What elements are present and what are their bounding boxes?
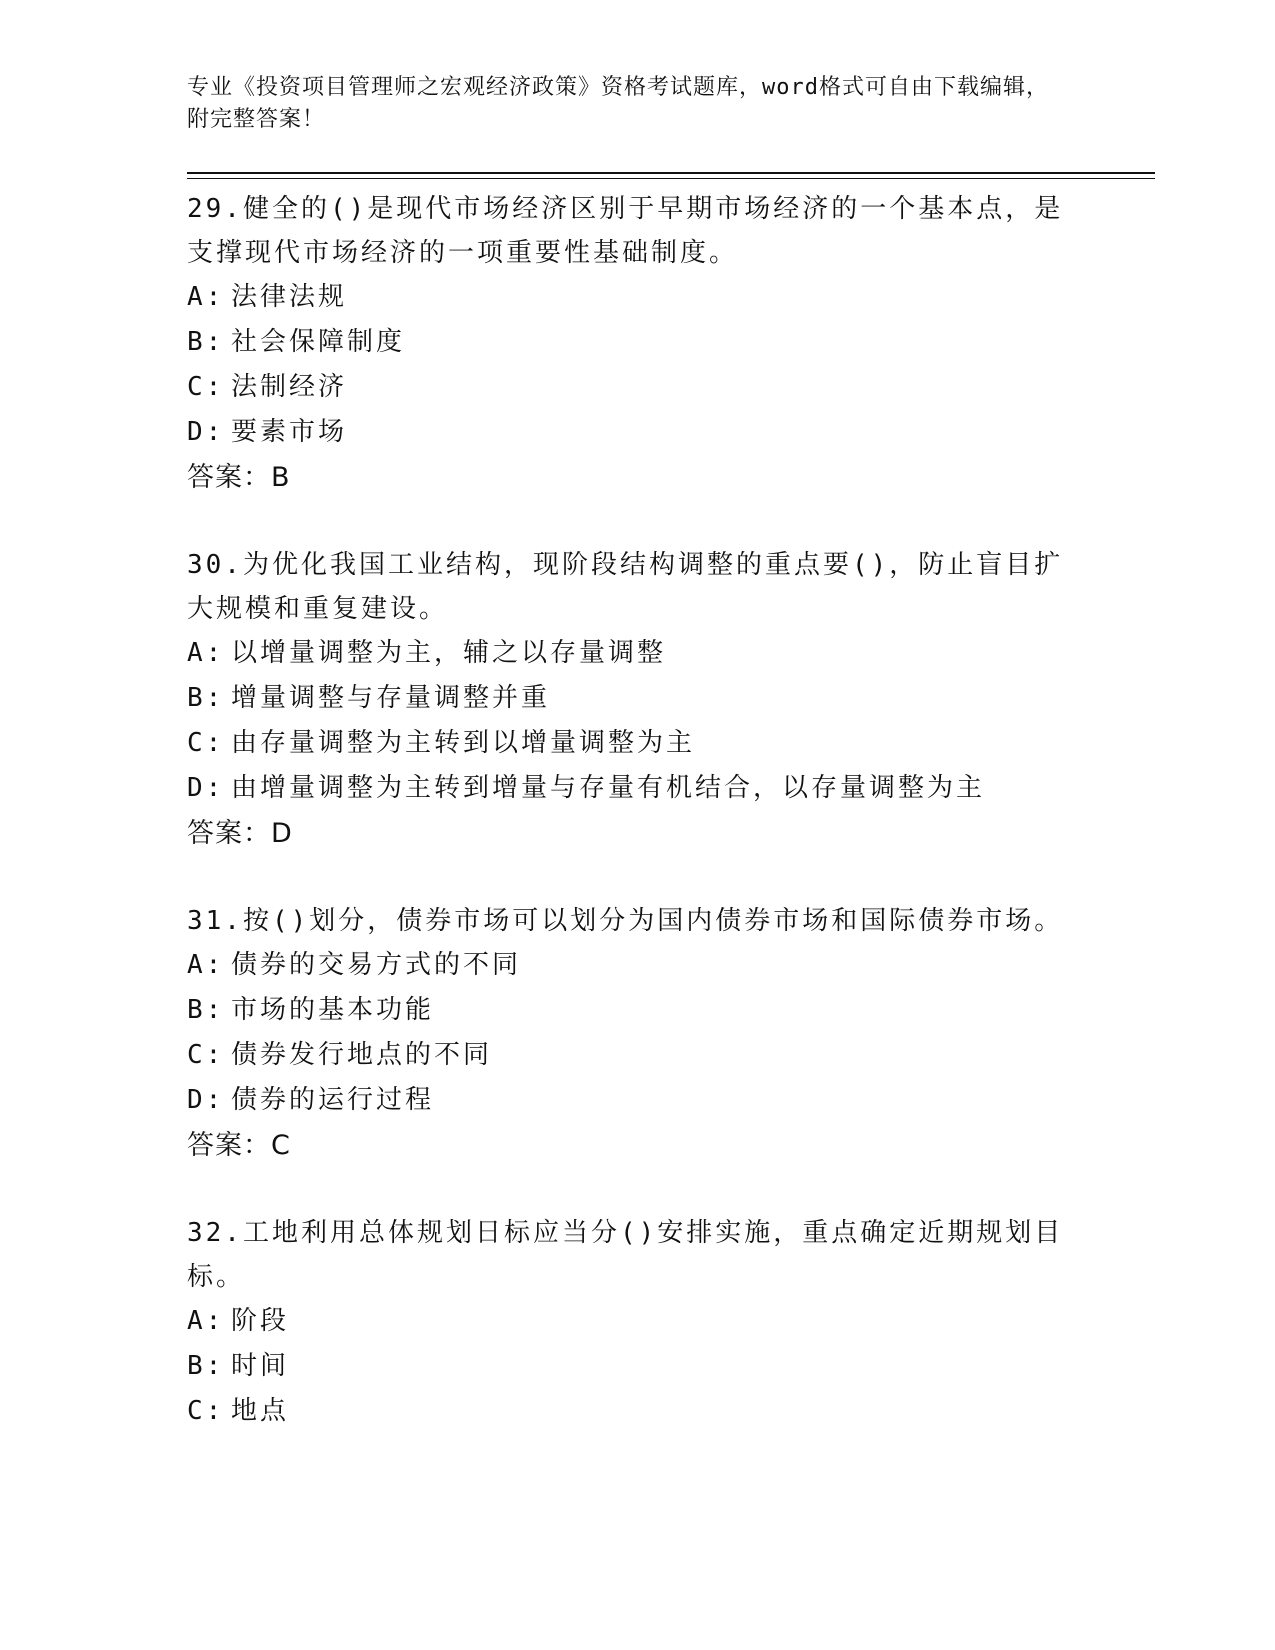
answer-line [187,1123,1087,1169]
option-text: 债券发行地点的不同 [231,1040,493,1070]
question-block [187,543,1087,857]
option-row [187,1299,1087,1344]
option-text: 时间 [231,1351,290,1381]
option-key: C: [187,372,225,402]
option-key: D: [187,773,225,803]
option-row [187,1033,1087,1078]
option-text: 债券的交易方式的不同 [231,950,522,980]
option-key: C: [187,1396,225,1426]
option-row [187,365,1087,410]
option-row [187,275,1087,320]
option-key: A: [187,950,225,980]
option-key: D: [187,417,225,447]
option-text: 法律法规 [231,282,348,312]
answer-value: C [271,1130,291,1161]
option-row [187,1078,1087,1123]
question-list [187,187,1087,1434]
option-row [187,721,1087,766]
answer-value: D [271,818,293,849]
option-text: 以增量调整为主，辅之以存量调整 [231,638,667,668]
answer-value: B [271,462,291,493]
option-row [187,320,1087,365]
answer-label: 答案： [187,818,271,849]
option-key: B: [187,995,225,1025]
option-row [187,766,1087,811]
option-text: 债券的运行过程 [231,1085,435,1115]
option-row [187,631,1087,676]
answer-line [187,455,1087,501]
option-key: A: [187,1306,225,1336]
question-block [187,187,1087,501]
document-page [187,72,1087,1476]
option-text: 要素市场 [231,417,348,447]
option-text: 社会保障制度 [231,327,406,357]
question-stem: 32.工地利用总体规划日标应当分()安排实施，重点确定近期规划目标。 [187,1218,1064,1292]
answer-line [187,811,1087,857]
option-key: D: [187,1085,225,1115]
header-note: 专业《投资项目管理师之宏观经济政策》资格考试题库，word格式可自由下载编辑，附完整答案！ [187,75,1049,132]
question-stem: 31.按()划分，债券市场可以划分为国内债券市场和国际债券市场。 [187,906,1064,936]
question-block [187,899,1087,1169]
option-row [187,1344,1087,1389]
option-text: 由增量调整为主转到增量与存量有机结合，以存量调整为主 [231,773,986,803]
option-text: 阶段 [231,1306,290,1336]
option-row [187,676,1087,721]
option-key: C: [187,1040,225,1070]
question-block [187,1211,1087,1434]
option-text: 市场的基本功能 [231,995,435,1025]
question-stem: 29.健全的()是现代市场经济区别于早期市场经济的一个基本点，是支撑现代市场经济的一项重要性基础制度。 [187,194,1064,268]
option-row [187,988,1087,1033]
option-text: 由存量调整为主转到以增量调整为主 [231,728,696,758]
option-key: A: [187,638,225,668]
option-text: 地点 [231,1396,290,1426]
option-row [187,410,1087,455]
option-text: 法制经济 [231,372,348,402]
option-text: 增量调整与存量调整并重 [231,683,551,713]
option-row [187,943,1087,988]
option-key: C: [187,728,225,758]
option-row [187,1389,1087,1434]
option-key: A: [187,282,225,312]
option-key: B: [187,327,225,357]
question-stem: 30.为优化我国工业结构，现阶段结构调整的重点要()，防止盲目扩大规模和重复建设。 [187,550,1064,624]
option-key: B: [187,1351,225,1381]
header-divider [187,172,1155,179]
option-key: B: [187,683,225,713]
answer-label: 答案： [187,462,271,493]
answer-label: 答案： [187,1130,271,1161]
